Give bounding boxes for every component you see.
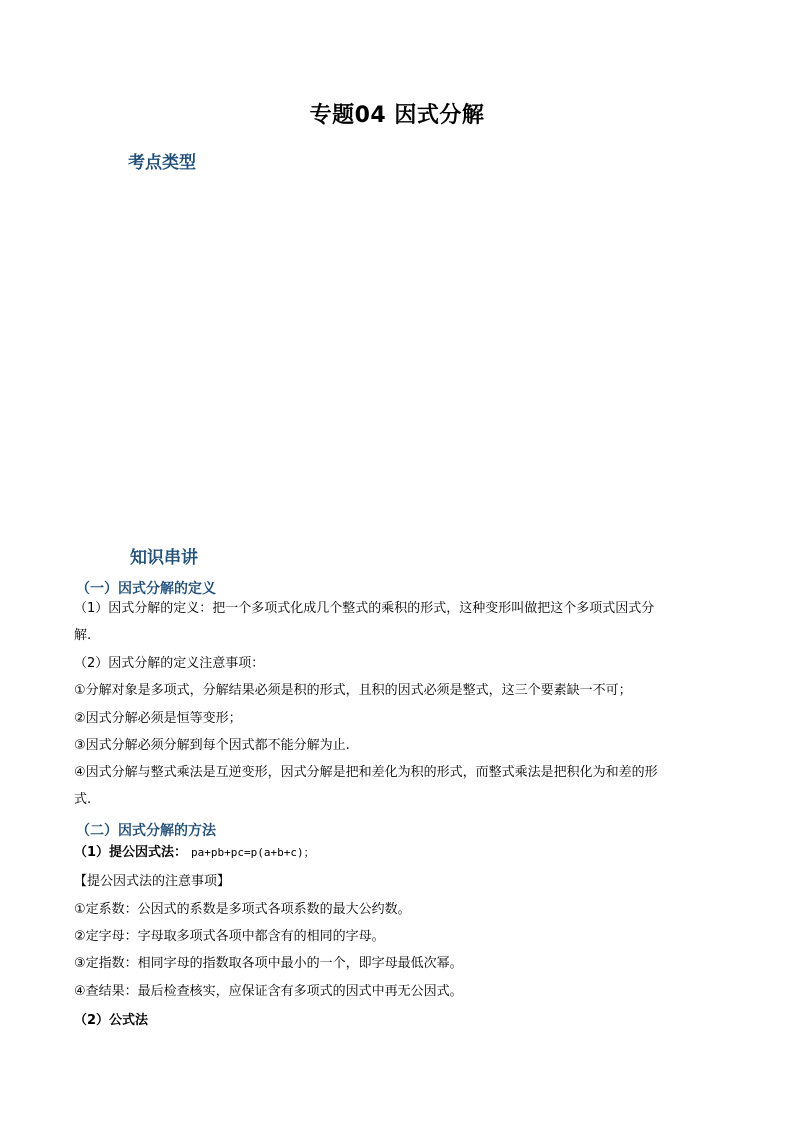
method-1-formula: pa+pb+pc=p(a+b+c)； <box>191 846 315 859</box>
section1-heading: （一）因式分解的定义 <box>76 581 216 597</box>
definition-notes-heading: （2）因式分解的定义注意事项： <box>74 656 265 671</box>
method-1-label: （1）提公因式法： <box>74 845 188 860</box>
key-point-1: ①定系数：公因式的系数是多项式各项系数的最大公约数。 <box>74 902 411 917</box>
method-1-line <box>74 844 724 862</box>
definition-line-1: （1）因式分解的定义：把一个多项式化成几个整式的乘积的形式，这种变形叫做把这个多项式因式分 <box>74 601 655 616</box>
note-item-4-line-2: 式. <box>74 792 92 807</box>
section2-heading: （二）因式分解的方法 <box>76 823 216 839</box>
note-item-3: ③因式分解必须分解到每个因式都不能分解为止. <box>74 738 350 753</box>
definition-line-2: 解. <box>74 628 92 643</box>
note-item-1: ①分解对象是多项式，分解结果必须是积的形式，且积的因式必须是整式，这三个要素缺一不可； <box>74 683 632 698</box>
zhishi-heading: 知识串讲 <box>130 548 198 568</box>
note-item-4-line-1: ④因式分解与整式乘法是互逆变形，因式分解是把和差化为积的形式，而整式乘法是把积化为和差的形 <box>74 765 658 780</box>
method-2-label: （2）公式法 <box>74 1013 149 1028</box>
method-1-notes-heading: 【提公因式法的注意事项】 <box>74 874 231 889</box>
key-point-2: ②定字母：字母取多项式各项中都含有的相同的字母。 <box>74 929 385 944</box>
key-point-3: ③定指数：相同字母的指数取各项中最小的一个，即字母最低次幂。 <box>74 956 463 971</box>
kaodian-heading: 考点类型 <box>128 153 196 173</box>
key-point-4: ④查结果：最后检查核实，应保证含有多项式的因式中再无公因式。 <box>74 984 463 999</box>
page-title: 专题04 因式分解 <box>309 103 485 128</box>
note-item-2: ②因式分解必须是恒等变形； <box>74 711 242 726</box>
